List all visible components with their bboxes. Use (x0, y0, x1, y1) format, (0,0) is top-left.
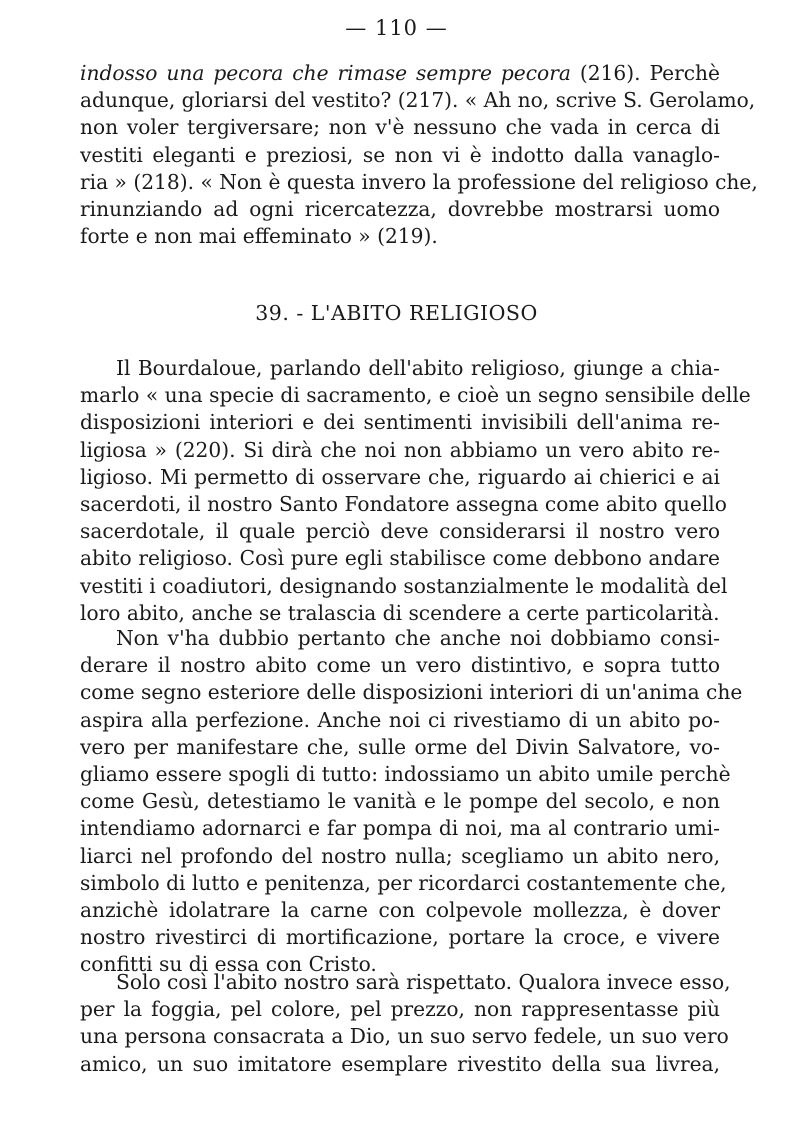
paragraph-2 (80, 625, 743, 978)
text-line: vestiti eleganti e preziosi, se non vi è indotto dalla vanaglo- (80, 142, 720, 167)
section-heading: 39. - L'ABITO RELIGIOSO (255, 301, 538, 325)
text-line: rinunziando ad ogni ricercatezza, dovrebbe mostrarsi uomo (80, 196, 720, 221)
text-line: come Gesù, detestiamo le vanità e le pompe del secolo, e non (80, 789, 720, 814)
text-line: derare il nostro abito come un vero distintivo, e sopra tutto (80, 653, 720, 678)
text-line: abito religioso. Così pure egli stabilisce come debbono andare (80, 546, 720, 571)
text-line: disposizioni interiori e dei sentimenti invisibili dell'anima re- (80, 410, 720, 435)
text-line: vestiti i coadiutori, designando sostanzialmente le modalità del (80, 573, 728, 598)
text-line: intendiamo adornarci e far pompa di noi, ma al contrario umi- (80, 816, 720, 841)
text-line: sacerdoti, il nostro Santo Fondatore assegna come abito quello (80, 491, 727, 516)
text-line: per la foggia, pel colore, pel prezzo, non rappresentasse più (80, 997, 720, 1022)
paragraph-1 (80, 355, 751, 627)
text-line: ligiosa » (220). Si dirà che noi non abbiamo un vero abito re- (80, 437, 720, 462)
text-line: adunque, gloriarsi del vestito? (217). « Ah no, scrive S. Gerolamo, (80, 88, 756, 113)
text-line: ria » (218). « Non è questa invero la professione del religioso che, (80, 169, 758, 194)
text-line: ligioso. Mi permetto di osservare che, riguardo ai chierici e ai (80, 464, 720, 489)
text-line: una persona consacrata a Dio, un suo servo fedele, un suo vero (80, 1024, 729, 1049)
text-line: amico, un suo imitatore esemplare rivestito della sua livrea, (80, 1051, 720, 1076)
italic-quote: indosso una pecora che rimase sempre pecora (80, 61, 571, 85)
text-line: indosso una pecora che rimase sempre pecora (216). Perchè (80, 61, 721, 85)
text-line: nostro rivestirci di mortificazione, portare la croce, e vivere (80, 925, 720, 950)
text-line: come segno esteriore delle disposizioni interiori di un'anima che (80, 680, 743, 705)
text-line: Il Bourdaloue, parlando dell'abito religioso, giunge a chia- (116, 356, 720, 380)
text-line: simbolo di lutto e penitenza, per ricordarci costantemente che, (80, 870, 727, 895)
text-line: gliamo essere spogli di tutto: indossiamo un abito umile perchè (80, 761, 731, 786)
text-line: Non v'ha dubbio pertanto che anche noi dobbiamo consi- (116, 626, 720, 650)
intro-paragraph (80, 60, 758, 250)
text-line: Solo così l'abito nostro sarà rispettato. Qualora invece esso, (116, 970, 731, 994)
text-line: aspira alla perfezione. Anche noi ci rivestiamo di un abito po- (80, 707, 720, 732)
text-line: marlo « una specie di sacramento, e cioè un segno sensibile delle (80, 383, 751, 408)
text-line: non voler tergiversare; non v'è nessuno che vada in cerca di (80, 115, 720, 140)
text-line: liarci nel profondo del nostro nulla; scegliamo un abito nero, (80, 843, 720, 868)
text-line: sacerdotale, il quale perciò deve considerarsi il nostro vero (80, 519, 720, 544)
text-line: confitti su di essa con Cristo. (80, 952, 377, 977)
text-line: anzichè idolatrare la carne con colpevole mollezza, è dover (80, 897, 720, 922)
paragraph-3 (80, 969, 731, 1078)
text-line: loro abito, anche se tralascia di scendere a certe particolarità. (80, 600, 720, 625)
page-number: — 110 — (345, 16, 448, 40)
text-line: vero per manifestare che, sulle orme del Divin Salvatore, vo- (80, 734, 720, 759)
text-line: forte e non mai effeminato » (219). (80, 224, 438, 249)
